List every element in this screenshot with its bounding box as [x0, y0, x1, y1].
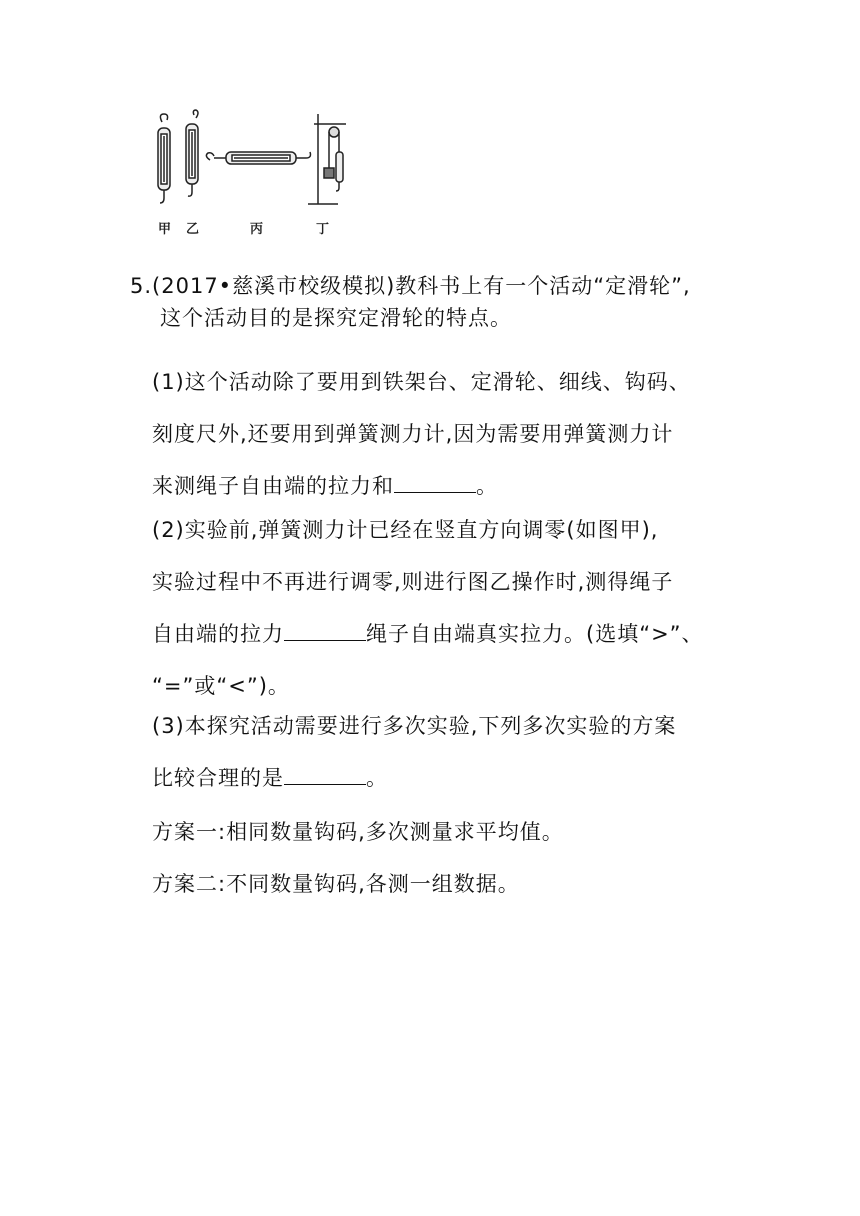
question-source: (2017•慈溪市校级模拟): [152, 274, 396, 298]
part2-line3: [152, 608, 742, 660]
part2-line1: (2)实验前,弹簧测力计已经在竖直方向调零(如图甲),: [152, 518, 659, 542]
part2-line3-after: 绳子自由端真实拉力。(选填“>”、: [366, 622, 704, 646]
question-number: 5.: [130, 274, 153, 298]
part2-text: [152, 504, 742, 712]
figure-label-ding: 丁: [316, 222, 330, 237]
part2-line2: 实验过程中不再进行调零,则进行图乙操作时,测得绳子: [152, 570, 674, 594]
scale-bing-drawing: [206, 152, 310, 164]
part3-text: [152, 700, 742, 804]
question-line2: 这个活动目的是探究定滑轮的特点。: [160, 306, 512, 330]
figure-label-jia: 甲: [158, 222, 172, 237]
question-line1: 教科书上有一个活动“定滑轮”,: [395, 274, 691, 298]
part3-line2: [152, 752, 742, 804]
plan-two: 方案二:不同数量钩码,各测一组数据。: [152, 872, 520, 896]
part1-line1: (1)这个活动除了要用到铁架台、定滑轮、细线、钩码、: [152, 370, 691, 394]
part3-answer-blank[interactable]: [284, 764, 366, 785]
pulley-ding-drawing: [308, 114, 346, 204]
part2-line4: “=”或“<”)。: [152, 674, 290, 698]
part3-line2-after: 。: [366, 766, 388, 790]
part2-answer-blank[interactable]: [284, 620, 366, 641]
part2-line3-before: 自由端的拉力: [152, 622, 284, 646]
part1-answer-blank[interactable]: [394, 472, 476, 493]
spring-scale-figure: [148, 108, 358, 238]
plan-one: 方案一:相同数量钩码,多次测量求平均值。: [152, 820, 564, 844]
part1-text: [152, 356, 742, 512]
scale-yi-drawing: [186, 110, 198, 196]
part3-line2-before: 比较合理的是: [152, 766, 284, 790]
part1-line2: 刻度尺外,还要用到弹簧测力计,因为需要用弹簧测力计: [152, 422, 674, 446]
scale-jia-drawing: [158, 114, 170, 203]
figure-label-yi: 乙: [186, 222, 200, 237]
figure-label-bing: 丙: [250, 222, 264, 237]
part1-line3-before: 来测绳子自由端的拉力和: [152, 474, 394, 498]
part3-line1: (3)本探究活动需要进行多次实验,下列多次实验的方案: [152, 714, 677, 738]
part1-line3-after: 。: [476, 474, 498, 498]
